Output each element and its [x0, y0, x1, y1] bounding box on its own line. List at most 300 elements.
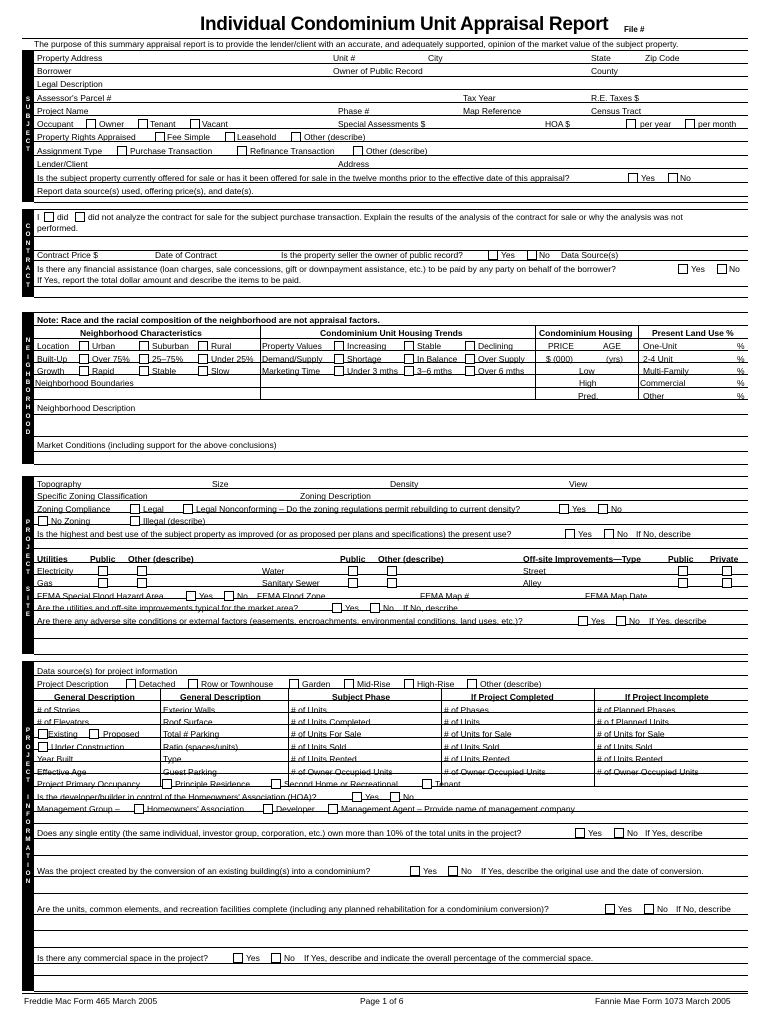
field-label: Lender/Client — [37, 159, 88, 169]
field-label: Over 75% — [92, 354, 130, 364]
field-label: Growth — [37, 366, 65, 376]
field-label: No Zoning — [51, 516, 91, 526]
field-label: Neighborhood Description — [37, 403, 136, 413]
checkbox[interactable] — [626, 119, 636, 129]
checkbox[interactable] — [668, 173, 678, 183]
field-label: Are the units, common elements, and recreation facilities complete (including any planned rehabilitation for a condominium conversion)? — [37, 904, 549, 914]
rule-line — [34, 196, 748, 197]
column-rule — [260, 325, 261, 399]
checkbox[interactable] — [291, 132, 301, 142]
field-label: Proposed — [103, 729, 140, 739]
field-label: Owner — [99, 119, 125, 129]
field-label: Tax Year — [463, 93, 496, 103]
field-label: per month — [698, 119, 737, 129]
field-label: Slow — [211, 366, 230, 376]
field-label: FEMA Map # — [420, 591, 470, 601]
rule-line — [34, 297, 748, 298]
field-label: If Yes, describe — [649, 616, 707, 626]
checkbox[interactable] — [271, 953, 281, 963]
page-title: Individual Condominium Unit Appraisal Report — [200, 14, 609, 35]
field-label: Project Name — [37, 106, 89, 116]
field-label: Condominium Housing — [539, 328, 633, 338]
checkbox[interactable] — [353, 146, 363, 156]
rule-line — [34, 414, 748, 415]
field-label: City — [428, 53, 443, 63]
checkbox[interactable] — [404, 366, 414, 376]
rule-line — [34, 102, 748, 103]
field-label: Private — [710, 554, 739, 564]
field-label: No — [237, 591, 248, 601]
file-number-label: File # — [624, 25, 645, 34]
field-label: Increasing — [347, 341, 387, 351]
rule-line — [34, 168, 748, 169]
field-label: No — [680, 173, 691, 183]
checkbox[interactable] — [183, 504, 193, 514]
field-label: # of Units Completed — [291, 717, 371, 727]
field-label: In Balance — [417, 354, 458, 364]
field-label: R.E. Taxes $ — [591, 93, 640, 103]
footer-page: Page 1 of 6 — [360, 996, 404, 1006]
column-rule — [441, 688, 442, 786]
field-label: Stable — [417, 341, 442, 351]
rule-line — [34, 312, 748, 313]
checkbox[interactable] — [190, 119, 200, 129]
checkbox[interactable] — [225, 132, 235, 142]
checkbox[interactable] — [352, 792, 362, 802]
checkbox[interactable] — [334, 341, 344, 351]
field-label: If Project Completed — [471, 692, 554, 702]
field-label: Yes — [365, 792, 379, 802]
checkbox[interactable] — [155, 132, 165, 142]
field-label: Pred. — [578, 391, 599, 401]
checkbox[interactable] — [578, 616, 588, 626]
field-label: Is the property seller the owner of public record? — [281, 250, 463, 260]
field-label: Data Source(s) — [561, 250, 619, 260]
checkbox[interactable] — [139, 354, 149, 364]
field-label: # of Elevators — [37, 717, 89, 727]
checkbox[interactable] — [138, 119, 148, 129]
checkbox[interactable] — [289, 679, 299, 689]
field-label: Ratio (spaces/units) — [163, 742, 239, 752]
checkbox[interactable] — [198, 341, 208, 351]
checkbox[interactable] — [224, 591, 234, 601]
field-label: Legal — [143, 504, 164, 514]
checkbox[interactable] — [79, 341, 89, 351]
field-label: Phase # — [338, 106, 370, 116]
checkbox[interactable] — [404, 354, 414, 364]
field-label: Detached — [139, 679, 176, 689]
checkbox[interactable] — [86, 119, 96, 129]
field-label: General Description — [180, 692, 261, 702]
intro-text: The purpose of this summary appraisal report is to provide the lender/client with an accurate, and adequately supported, opinion of the market value of the subject property. — [34, 39, 679, 49]
field-label: Is there any financial assistance (loan charges, sale concessions, gift or downpayment assistance, etc.) to be paid by any party on behalf of the borrower? — [37, 264, 616, 274]
rule-line — [34, 236, 748, 237]
field-label: No — [627, 828, 638, 838]
field-label: Yes — [641, 173, 655, 183]
field-label: One-Unit — [643, 341, 678, 351]
field-label: No — [729, 264, 740, 274]
checkbox[interactable] — [722, 566, 732, 576]
checkbox[interactable] — [467, 679, 477, 689]
section-neighborhood-label: N E I G H B O R H O O D — [25, 337, 31, 437]
rule-line — [34, 661, 748, 662]
section-project-site-label: P R O J E C T S I T E — [25, 519, 31, 619]
field-label: did — [57, 212, 69, 222]
checkbox[interactable] — [614, 828, 624, 838]
checkbox[interactable] — [404, 679, 414, 689]
rule-line — [34, 654, 748, 655]
field-label: Over 6 mths — [478, 366, 525, 376]
rule-line — [34, 286, 748, 287]
field-label: 2-4 Unit — [643, 354, 673, 364]
field-label: Existing — [48, 729, 78, 739]
field-label: Yes — [199, 591, 213, 601]
checkbox[interactable] — [344, 679, 354, 689]
field-label: Yes — [578, 529, 592, 539]
field-label: Other (describe) — [378, 554, 444, 564]
field-label: Is the subject property currently offered for sale or has it been offered for sale in the twelve months prior to the effective date of this appraisal? — [37, 173, 570, 183]
field-label: Address — [338, 159, 370, 169]
field-label: Second Home or Recreational — [284, 779, 398, 789]
checkbox[interactable] — [387, 578, 397, 588]
field-label: Borrower — [37, 66, 72, 76]
field-label: Was the project created by the conversion of an existing building(s) into a condominium? — [37, 866, 371, 876]
field-label: # of Owner Occupied Units — [444, 767, 546, 777]
field-label: Are there any adverse site conditions or external factors (easements, encroachments, environmental conditions, land uses, etc.)? — [37, 616, 523, 626]
field-label: Zoning Compliance — [37, 504, 111, 514]
checkbox[interactable] — [422, 779, 432, 789]
column-rule — [638, 325, 639, 399]
checkbox[interactable] — [79, 354, 89, 364]
field-label: performed. — [37, 223, 79, 233]
field-label: Under 3 mths — [347, 366, 399, 376]
field-label: $ (000) — [546, 354, 573, 364]
checkbox[interactable] — [575, 828, 585, 838]
checkbox[interactable] — [390, 792, 400, 802]
field-label: Row or Townhouse — [201, 679, 274, 689]
checkbox[interactable] — [188, 679, 198, 689]
checkbox[interactable] — [559, 504, 569, 514]
field-label: Homeowners' Association — [147, 804, 245, 814]
field-label: # of Owner Occupied Units — [597, 767, 699, 777]
checkbox[interactable] — [328, 804, 338, 814]
checkbox[interactable] — [332, 603, 342, 613]
field-label: Under 25% — [211, 354, 254, 364]
field-label: Other (describe) — [128, 554, 194, 564]
field-label: High — [579, 378, 597, 388]
rule-line — [34, 930, 748, 931]
field-label: PRICE — [548, 341, 574, 351]
checkbox[interactable] — [527, 250, 537, 260]
rule-line — [34, 451, 748, 452]
field-label: FEMA Flood Zone — [257, 591, 326, 601]
field-label: Yes — [572, 504, 586, 514]
field-label: Roof Surface — [163, 717, 213, 727]
checkbox[interactable] — [237, 146, 247, 156]
column-rule — [535, 325, 536, 399]
section-project-information — [22, 661, 34, 991]
field-label: Electricity — [37, 566, 74, 576]
checkbox[interactable] — [604, 529, 614, 539]
checkbox[interactable] — [644, 904, 654, 914]
checkbox[interactable] — [605, 904, 615, 914]
field-label: Contract Price $ — [37, 250, 98, 260]
field-label: # of Units For Sale — [291, 729, 362, 739]
field-label: Public — [668, 554, 694, 564]
field-label: Off-site Improvements—Type — [523, 554, 641, 564]
footer-right: Fannie Mae Form 1073 March 2005 — [595, 996, 731, 1006]
field-label: # of Units Rented — [291, 754, 357, 764]
checkbox[interactable] — [126, 679, 136, 689]
field-label: Subject Phase — [332, 692, 391, 702]
field-label: If Project Incomplete — [625, 692, 709, 702]
field-label: If Yes, report the total dollar amount and describe the items to be paid. — [37, 275, 302, 285]
checkbox[interactable] — [387, 566, 397, 576]
checkbox[interactable] — [130, 516, 140, 526]
field-label: Leasehold — [237, 132, 277, 142]
checkbox[interactable] — [722, 578, 732, 588]
checkbox[interactable] — [38, 516, 48, 526]
rule-line — [34, 89, 748, 90]
rule-line — [34, 63, 748, 64]
field-label: Vacant — [202, 119, 228, 129]
field-label: Purchase Transaction — [130, 146, 213, 156]
rule-line — [34, 76, 748, 77]
rule-line — [34, 823, 748, 824]
checkbox[interactable] — [465, 366, 475, 376]
checkbox[interactable] — [348, 566, 358, 576]
rule-line — [34, 50, 748, 51]
field-label: Yes — [423, 866, 437, 876]
footer-left: Freddie Mac Form 465 March 2005 — [24, 996, 158, 1006]
checkbox[interactable] — [117, 146, 127, 156]
checkbox[interactable] — [616, 616, 626, 626]
field-label: % — [737, 378, 745, 388]
field-label: Marketing Time — [262, 366, 321, 376]
field-label: Total # Parking — [163, 729, 220, 739]
checkbox[interactable] — [404, 341, 414, 351]
field-label: No — [461, 866, 472, 876]
rule-line — [34, 876, 748, 877]
checkbox[interactable] — [685, 119, 695, 129]
checkbox[interactable] — [678, 578, 688, 588]
checkbox[interactable] — [334, 354, 344, 364]
rule-line — [34, 209, 748, 210]
field-label: Legal Nonconforming – Do the zoning regulations permit rebuilding to current density? — [196, 504, 521, 514]
section-subject — [22, 50, 34, 202]
section-contract — [22, 209, 34, 297]
field-label: I — [37, 212, 40, 222]
rule-line — [34, 476, 748, 477]
field-label: Data source(s) for project information — [37, 666, 178, 676]
field-label: Management Agent – Provide name of management company. — [341, 804, 577, 814]
checkbox[interactable] — [98, 578, 108, 588]
field-label: Neighborhood Boundaries — [35, 378, 134, 388]
field-label: Yes — [345, 603, 359, 613]
field-label: # of Units Sold — [597, 742, 653, 752]
field-label: Rapid — [92, 366, 115, 376]
field-label: Urban — [92, 341, 116, 351]
field-label: No — [617, 529, 628, 539]
field-label: Public — [90, 554, 116, 564]
field-label: Condominium Unit Housing Trends — [320, 328, 463, 338]
field-label: # of Units for Sale — [597, 729, 665, 739]
checkbox[interactable] — [130, 504, 140, 514]
field-label: Alley — [523, 578, 542, 588]
section-neighborhood — [22, 312, 34, 464]
checkbox[interactable] — [38, 729, 48, 739]
checkbox[interactable] — [678, 566, 688, 576]
field-label: Street — [523, 566, 546, 576]
checkbox[interactable] — [38, 742, 48, 752]
checkbox[interactable] — [79, 366, 89, 376]
checkbox[interactable] — [263, 804, 273, 814]
field-label: Gas — [37, 578, 53, 588]
checkbox[interactable] — [137, 566, 147, 576]
field-label: If Yes, describe and indicate the overall percentage of the commercial space. — [304, 953, 594, 963]
field-label: # of Planned Phases — [597, 705, 676, 715]
checkbox[interactable] — [598, 504, 608, 514]
field-label: Declining — [478, 341, 513, 351]
checkbox[interactable] — [44, 212, 54, 222]
rule-line — [34, 436, 748, 437]
field-label: # of Units — [291, 705, 327, 715]
checkbox[interactable] — [465, 354, 475, 364]
checkbox[interactable] — [198, 354, 208, 364]
field-label: per year — [640, 119, 672, 129]
checkbox[interactable] — [137, 578, 147, 588]
checkbox[interactable] — [139, 366, 149, 376]
checkbox[interactable] — [370, 603, 380, 613]
field-label: No — [539, 250, 550, 260]
field-label: Demand/Supply — [262, 354, 323, 364]
field-label: # of Units Rented — [597, 754, 663, 764]
field-label: Yes — [591, 616, 605, 626]
rule-line — [34, 963, 748, 964]
checkbox[interactable] — [89, 729, 99, 739]
checkbox[interactable] — [139, 341, 149, 351]
field-label: If No, describe — [676, 904, 731, 914]
field-label: Zip Code — [645, 53, 680, 63]
field-label: Type — [163, 754, 182, 764]
checkbox[interactable] — [628, 173, 638, 183]
field-label: Stable — [152, 366, 177, 376]
field-label: If No, describe — [403, 603, 458, 613]
checkbox[interactable] — [271, 779, 281, 789]
checkbox[interactable] — [75, 212, 85, 222]
checkbox[interactable] — [98, 566, 108, 576]
field-label: County — [591, 66, 618, 76]
field-label: Is the highest and best use of the subject property as improved (or as proposed per plans and specifications) the present use? — [37, 529, 512, 539]
rule-line — [34, 548, 748, 549]
field-label: Note: Race and the racial composition of the neighborhood are not appraisal factors. — [37, 315, 380, 325]
field-label: No — [629, 616, 640, 626]
checkbox[interactable] — [448, 866, 458, 876]
checkbox[interactable] — [565, 529, 575, 539]
rule-line — [34, 141, 748, 142]
field-label: Assignment Type — [37, 146, 103, 156]
field-label: Rural — [211, 341, 232, 351]
field-label: Size — [212, 479, 229, 489]
field-label: If No, describe — [636, 529, 691, 539]
field-label: Market Conditions (including support for the above conclusions) — [37, 440, 277, 450]
field-label: Management Group – — [37, 804, 120, 814]
field-label: Occupant — [37, 119, 74, 129]
field-label: View — [569, 479, 588, 489]
checkbox[interactable] — [162, 779, 172, 789]
checkbox[interactable] — [717, 264, 727, 274]
field-label: # of Units — [444, 717, 480, 727]
field-label: FEMA Map Date — [585, 591, 648, 601]
rule-line — [34, 464, 748, 465]
field-label: Built-Up — [37, 354, 68, 364]
field-label: Other (describe) — [480, 679, 542, 689]
field-label: No — [657, 904, 668, 914]
field-label: Census Tract — [591, 106, 642, 116]
field-label: Tenant — [150, 119, 176, 129]
field-label: Project Description — [37, 679, 109, 689]
field-label: Mid-Rise — [357, 679, 391, 689]
checkbox[interactable] — [334, 366, 344, 376]
rule-line — [34, 638, 748, 639]
field-label: Shortage — [347, 354, 382, 364]
field-label: Unit # — [333, 53, 356, 63]
field-label: Neighborhood Characteristics — [80, 328, 202, 338]
checkbox[interactable] — [348, 578, 358, 588]
field-label: No — [284, 953, 295, 963]
rule-line — [34, 838, 748, 839]
field-label: Developer — [276, 804, 315, 814]
field-label: Under Construction — [51, 742, 125, 752]
checkbox[interactable] — [233, 953, 243, 963]
field-label: Legal Description — [37, 79, 103, 89]
checkbox[interactable] — [488, 250, 498, 260]
field-label: Fee Simple — [167, 132, 210, 142]
field-label: Utilities — [37, 554, 68, 564]
section-project-information-label: P R O J E C T I N F O R M A T I O N — [25, 727, 31, 886]
field-label: % — [737, 354, 745, 364]
field-label: Other (describe) — [366, 146, 428, 156]
field-label: FEMA Special Flood Hazard Area — [37, 591, 164, 601]
field-label: Yes — [246, 953, 260, 963]
column-rule — [160, 688, 161, 786]
field-label: Are the utilities and off-site improvements typical for the market area? — [37, 603, 299, 613]
field-label: Other (describe) — [304, 132, 366, 142]
checkbox[interactable] — [198, 366, 208, 376]
checkbox[interactable] — [186, 591, 196, 601]
field-label: Project Primary Occupancy — [37, 779, 140, 789]
field-label: Multi-Family — [643, 366, 689, 376]
field-label: Property Rights Appraised — [37, 132, 136, 142]
field-label: Assessor's Parcel # — [37, 93, 112, 103]
field-label: HOA $ — [545, 119, 571, 129]
field-label: # of Units Rented — [444, 754, 510, 764]
field-label: Zoning Description — [300, 491, 371, 501]
checkbox[interactable] — [410, 866, 420, 876]
checkbox[interactable] — [678, 264, 688, 274]
field-label: % — [737, 391, 745, 401]
column-rule — [594, 688, 595, 786]
field-label: Public — [340, 554, 366, 564]
field-label: 3–6 mths — [417, 366, 452, 376]
checkbox[interactable] — [134, 804, 144, 814]
field-label: Over Supply — [478, 354, 525, 364]
field-label: State — [591, 53, 611, 63]
rule-line — [34, 991, 748, 992]
checkbox[interactable] — [465, 341, 475, 351]
field-label: # of Phases — [444, 705, 489, 715]
rule-line — [34, 893, 748, 894]
